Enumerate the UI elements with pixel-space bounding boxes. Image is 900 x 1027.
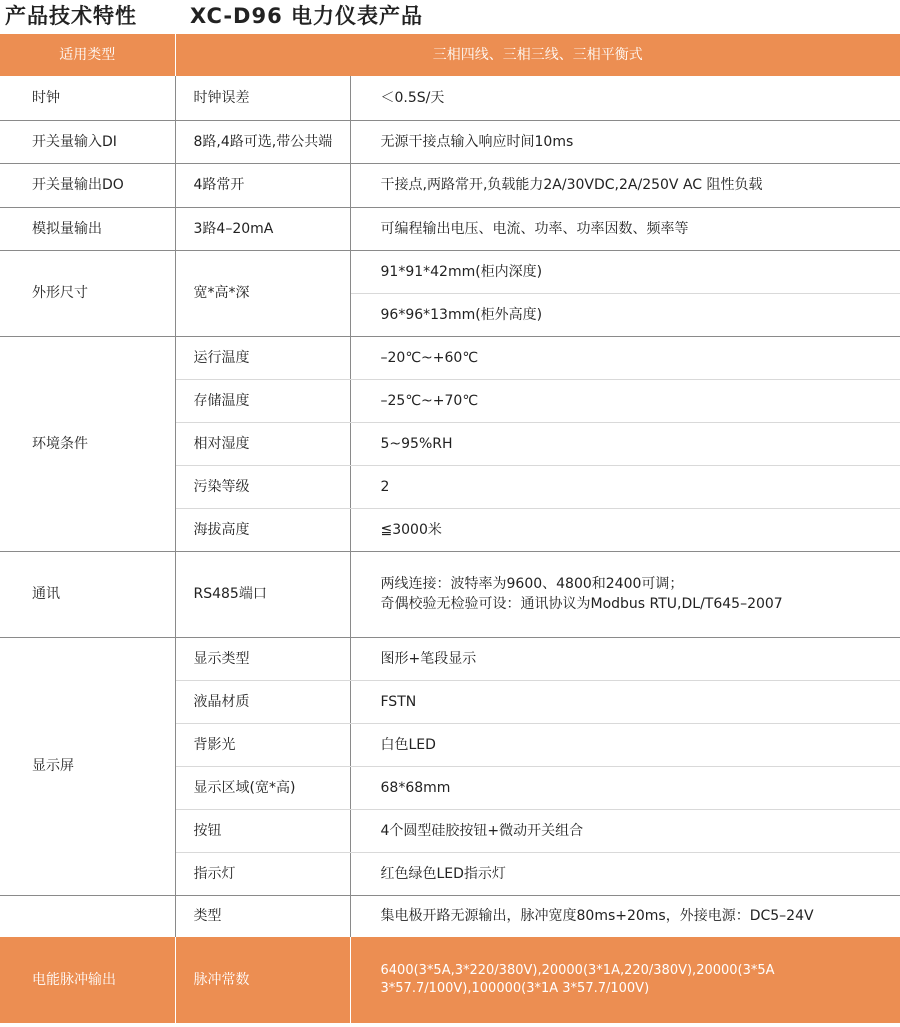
category-cell: 环境条件 (0, 336, 175, 551)
table-row (0, 163, 900, 207)
item-cell: 显示区域(宽*高) (175, 766, 350, 809)
item-cell: 污染等级 (175, 465, 350, 508)
item-cell: 显示类型 (175, 637, 350, 680)
value-cell: 无源干接点输入响应时间10ms (350, 120, 900, 163)
table-row (0, 207, 900, 250)
category-cell: 外形尺寸 (0, 250, 175, 336)
item-cell: 运行温度 (175, 336, 350, 379)
category-cell: 电能脉冲输出 (0, 937, 175, 1023)
table-row (0, 76, 900, 120)
value-line: 两线连接：波特率为9600、4800和2400可调； (380, 576, 684, 592)
item-cell: 4路常开 (175, 163, 350, 207)
product-title: XC-D96 电力仪表产品 (190, 4, 424, 28)
item-cell: RS485端口 (175, 551, 350, 637)
header-category: 适用类型 (0, 34, 175, 76)
table-row (0, 895, 900, 937)
value-cell: 2 (350, 465, 900, 508)
table-row-highlight (0, 937, 900, 1023)
table-row (0, 120, 900, 163)
value-cell: 集电极开路无源输出，脉冲宽度80ms+20ms，外接电源：DC5–24V (380, 908, 814, 925)
item-cell: 类型 (175, 895, 350, 937)
category-cell: 通讯 (0, 551, 175, 637)
table-row (0, 336, 900, 379)
value-cell: –25℃~+70℃ (350, 379, 900, 422)
header-value: 三相四线、三相三线、三相平衡式 (175, 34, 900, 76)
item-cell: 液晶材质 (175, 680, 350, 723)
value-cell: 干接点,两路常开,负载能力2A/30VDC,2A/250V AC 阻性负载 (350, 163, 900, 207)
table-row (0, 637, 900, 680)
value-cell: –20℃~+60℃ (350, 336, 900, 379)
value-cell: 68*68mm (350, 766, 900, 809)
category-cell: 开关量输出DO (0, 163, 175, 207)
table-row (0, 551, 900, 637)
value-cell: 91*91*42mm(柜内深度) (350, 250, 900, 293)
item-cell: 脉冲常数 (175, 937, 350, 1023)
value-cell: ≦3000米 (350, 508, 900, 551)
item-cell: 时钟误差 (175, 76, 350, 120)
table-header-row (0, 34, 900, 76)
value-cell: 红色绿色LED指示灯 (350, 852, 900, 895)
category-cell: 开关量输入DI (0, 120, 175, 163)
value-cell (350, 937, 900, 1023)
item-cell: 相对湿度 (175, 422, 350, 465)
item-cell: 指示灯 (175, 852, 350, 895)
category-cell-empty (0, 895, 175, 937)
item-cell: 按钮 (175, 809, 350, 852)
value-cell: 图形+笔段显示 (350, 637, 900, 680)
value-cell: 可编程输出电压、电流、功率、功率因数、频率等 (350, 207, 900, 250)
value-cell: 5~95%RH (350, 422, 900, 465)
category-cell: 模拟量输出 (0, 207, 175, 250)
value-cell: 白色LED (350, 723, 900, 766)
title-row (0, 0, 900, 33)
item-cell: 背影光 (175, 723, 350, 766)
category-cell: 时钟 (0, 76, 175, 120)
item-cell: 存储温度 (175, 379, 350, 422)
table-row (0, 250, 900, 293)
value-cell: 96*96*13mm(柜外高度) (350, 293, 900, 336)
value-line: 6400(3*5A,3*220/380V),20000(3*1A,220/380V),20000(3*5A (380, 963, 775, 978)
spec-table (0, 34, 900, 1023)
value-cell: 4个圆型硅胶按钮+微动开关组合 (350, 809, 900, 852)
item-cell: 3路4–20mA (175, 207, 350, 250)
section-title: 产品技术特性 (5, 4, 137, 28)
value-cell (350, 551, 900, 637)
item-cell: 宽*高*深 (175, 250, 350, 336)
value-cell: FSTN (350, 680, 900, 723)
value-line: 3*57.7/100V),100000(3*1A 3*57.7/100V) (380, 981, 650, 996)
value-cell: ＜0.5S/天 (350, 76, 900, 120)
value-line: 奇偶校验无检验可设：通讯协议为Modbus RTU,DL/T645–2007 (380, 596, 783, 612)
category-cell: 显示屏 (0, 637, 175, 895)
item-cell: 海拔高度 (175, 508, 350, 551)
item-cell: 8路,4路可选,带公共端 (175, 120, 350, 163)
